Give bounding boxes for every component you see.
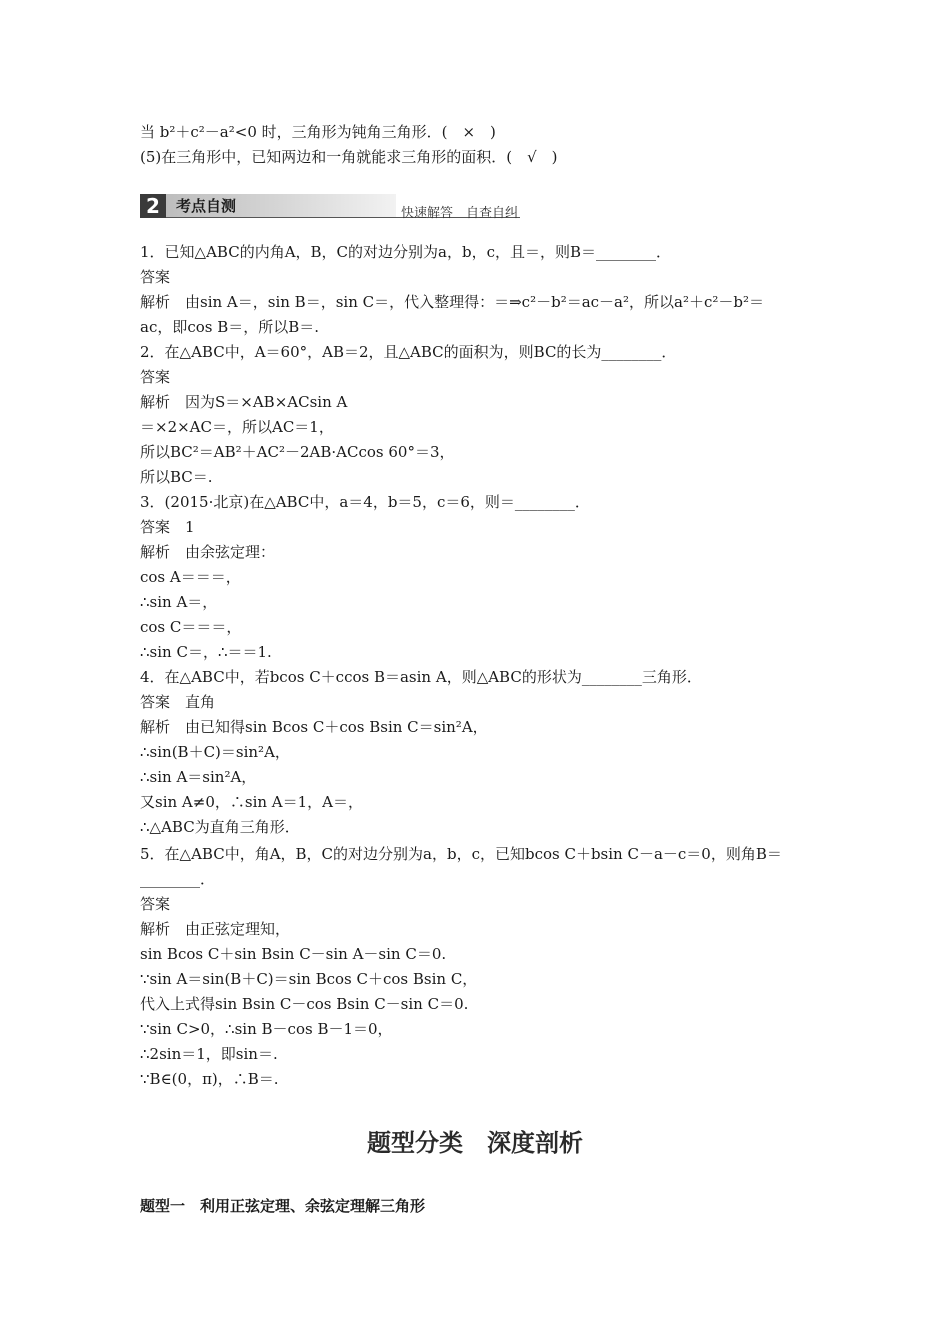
question-line: 2．在△ABC中，A＝60°，AB＝2，且△ABC的面积为，则BC的长为________． bbox=[140, 343, 677, 361]
question-line: 3．(2015·北京)在△ABC中，a＝4，b＝5，c＝6，则＝________． bbox=[140, 493, 590, 511]
analysis-line: 又sin A≠0，∴sin A＝1，A＝， bbox=[140, 793, 364, 811]
text-line: 当 b²＋c²－a²<0 时，三角形为钝角三角形．( × ) bbox=[140, 123, 496, 141]
section-tag: 快速解答 自查自纠 bbox=[400, 206, 518, 221]
analysis-line: ∵sin C>0，∴sin B－cos B－1＝0， bbox=[140, 1020, 393, 1038]
analysis-line: 解析 由余弦定理： bbox=[140, 543, 276, 561]
section-number: 2 bbox=[140, 194, 166, 218]
analysis-line: 解析 由已知得sin Bcos C＋cos Bsin C＝sin²A， bbox=[140, 718, 488, 736]
analysis-line: ∴△ABC为直角三角形． bbox=[140, 818, 300, 836]
question-line: 4．在△ABC中，若bcos C＋ccos B＝asin A，则△ABC的形状为________三角形． bbox=[140, 668, 702, 686]
answer-label: 答案 bbox=[140, 368, 171, 386]
analysis-line: sin Bcos C＋sin Bsin C－sin A－sin C＝0. bbox=[140, 945, 447, 963]
analysis-line: ＝×2×AC＝，所以AC＝1， bbox=[140, 418, 334, 436]
answer-label: 答案 bbox=[140, 268, 171, 286]
analysis-line: ∵sin A＝sin(B＋C)＝sin Bcos C＋cos Bsin C， bbox=[140, 970, 478, 988]
analysis-line: 解析 由正弦定理知， bbox=[140, 920, 291, 938]
analysis-line: 所以BC²＝AB²＋AC²－2AB·ACcos 60°＝3， bbox=[140, 443, 455, 461]
analysis-line: ∴sin C＝，∴＝＝1. bbox=[140, 643, 272, 661]
analysis-line: ∴2sin＝1，即sin＝. bbox=[140, 1045, 278, 1063]
analysis-line: 解析 因为S＝×AB×ACsin A bbox=[140, 393, 348, 411]
text-line: (5)在三角形中，已知两边和一角就能求三角形的面积．( √ ) bbox=[140, 148, 558, 166]
analysis-line: 代入上式得sin Bsin C－cos Bsin C－sin C＝0. bbox=[140, 995, 469, 1013]
analysis-line: 解析 由sin A＝，sin B＝，sin C＝，代入整理得：＝⇒c²－b²＝ac－a²，所以a²＋c²－b²＝ bbox=[140, 293, 764, 311]
analysis-line: 所以BC＝. bbox=[140, 468, 213, 486]
section-banner bbox=[140, 194, 520, 220]
answer-label: 答案 直角 bbox=[140, 693, 216, 711]
answer-label: 答案 bbox=[140, 895, 171, 913]
question-line: 5．在△ABC中，角A，B，C的对边分别为a，b，c，已知bcos C＋bsin C－a－c＝0，则角B＝ bbox=[140, 845, 782, 863]
question-line: ________． bbox=[140, 870, 216, 888]
answer-label: 答案 1 bbox=[140, 518, 195, 536]
topic-heading: 题型一 利用正弦定理、余弦定理解三角形 bbox=[140, 1197, 426, 1215]
analysis-line: ∴sin A＝， bbox=[140, 593, 218, 611]
analysis-line: ∴sin(B＋C)＝sin²A， bbox=[140, 743, 290, 761]
section-title: 考点自测 bbox=[166, 194, 396, 218]
analysis-line: ∴sin A＝sin²A， bbox=[140, 768, 257, 786]
analysis-line: ac，即cos B＝，所以B＝. bbox=[140, 318, 320, 336]
chapter-heading: 题型分类 深度剖析 bbox=[367, 1129, 583, 1157]
analysis-line: cos C＝＝＝， bbox=[140, 618, 242, 636]
analysis-line: ∵B∈(0，π)，∴B＝. bbox=[140, 1070, 279, 1088]
analysis-line: cos A＝＝＝， bbox=[140, 568, 241, 586]
question-line: 1．已知△ABC的内角A，B，C的对边分别为a，b，c，且＝，则B＝________． bbox=[140, 243, 671, 261]
